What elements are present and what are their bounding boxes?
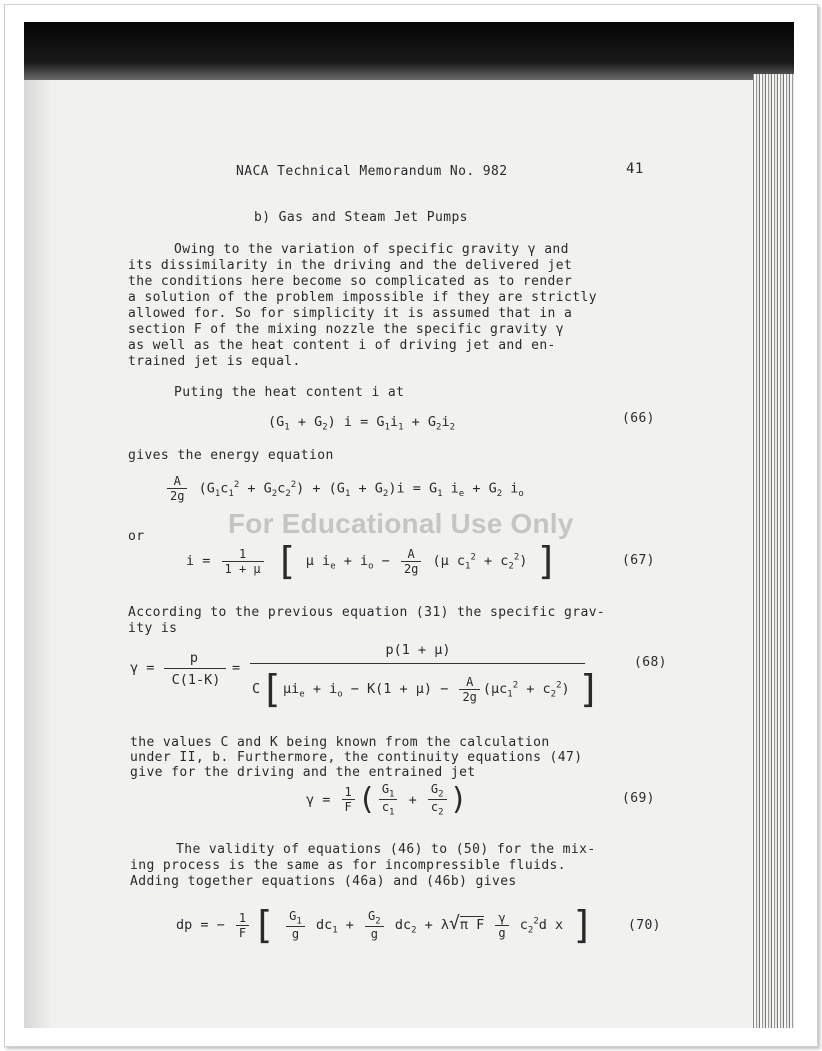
equation-67: i = $\frac{1}{1 + \mu}$ [ μ $i_e + i_o$ − $\frac{A}{2g}$ (μ $c_1^2 + c_2^2$) ] [186,539,559,583]
according-line: ity is [128,621,178,636]
memo-title: NACA Technical Memorandum No. 982 [236,164,508,179]
eq68-denominator: $C[\mu i_e + i_o - K(1 + \mu)$ − $\frac{A}{2g}$ $(\mu c_1^2 + c_2^2)$ ] [252,667,601,711]
para1-line: its dissimilarity in the driving and the delivered jet [128,258,573,273]
equation-energy: $\frac{A}{2g}$ $(G_1c_1^2 + G_2c_2^2) + (G_1 + G_2)i = G_1$ $i_e + G_2$ $i_o$ [164,474,524,503]
book-page-edges [753,74,794,1028]
section-heading: b) Gas and Steam Jet Pumps [254,210,468,225]
equation-70: dp = − $\frac{1}{F}$ [ $\frac{G_1}{g}$ $dc_1$ + $\frac{G_2}{g}$ $dc_2 + \lambda√\pi$ F $\frac{\gamma}{g}$ $c_2^2d$ x ] [176,903,595,947]
scan-top-shadow [24,22,794,80]
values-line: under II, b. Furthermore, the continuity equations (47) [130,750,583,765]
watermark: For Educational Use Only [228,508,574,539]
scan-left-shadow [24,80,50,1028]
equation-67-label: (67) [622,553,655,568]
validity-line: Adding together equations (46a) and (46b) gives [130,874,517,889]
energy-text: gives the energy equation [128,448,334,463]
para1-line: a solution of the problem impossible if they are strictly [128,290,597,305]
values-line: give for the driving and the entrained jet [130,765,476,780]
equation-68-label: (68) [634,655,667,670]
according-line: According to the previous equation (31) the specific grav- [128,605,606,620]
fraction-bar [164,668,226,669]
equation-66-label: (66) [622,411,655,426]
eq68-numerator: p(1 + μ) [385,642,451,658]
equation-69-label: (69) [622,791,655,806]
fraction-bar [250,663,585,664]
para1-line: allowed for. So for simplicity it is assumed that in a [128,306,573,321]
validity-line: ing process is the same as for incompressible fluids. [130,858,567,873]
page-number: 41 [626,161,644,177]
values-line: the values C and K being known from the calculation [130,735,550,750]
para1-line: trained jet is equal. [128,354,301,369]
para2: Puting the heat content i at [174,385,405,400]
or-text: or [128,529,145,544]
equation-70-label: (70) [628,918,661,933]
fraction-p-denominator: C(1-K) [171,672,221,688]
equation-66: $(G_1 + G_2) i = G_1i_1 + G_2i_2$ [268,414,456,433]
equation-69: γ = $\frac{1}{F}$ ( $\frac{G_1}{c_1}$ + $\frac{G_2}{c_2}$ ) [306,781,468,818]
para1-line: Owing to the variation of specific gravity γ and [174,242,569,257]
gamma-lhs: γ = [130,660,155,676]
para1-line: as well as the heat content i of driving jet and en- [128,338,556,353]
para1-line: the conditions here become so complicated as to render [128,274,573,289]
equals-sign: = [232,660,241,676]
para1-line: section F of the mixing nozzle the specific gravity γ [128,322,565,337]
fraction-p-numerator: p [189,650,199,666]
validity-line: The validity of equations (46) to (50) for the mix- [176,842,596,857]
